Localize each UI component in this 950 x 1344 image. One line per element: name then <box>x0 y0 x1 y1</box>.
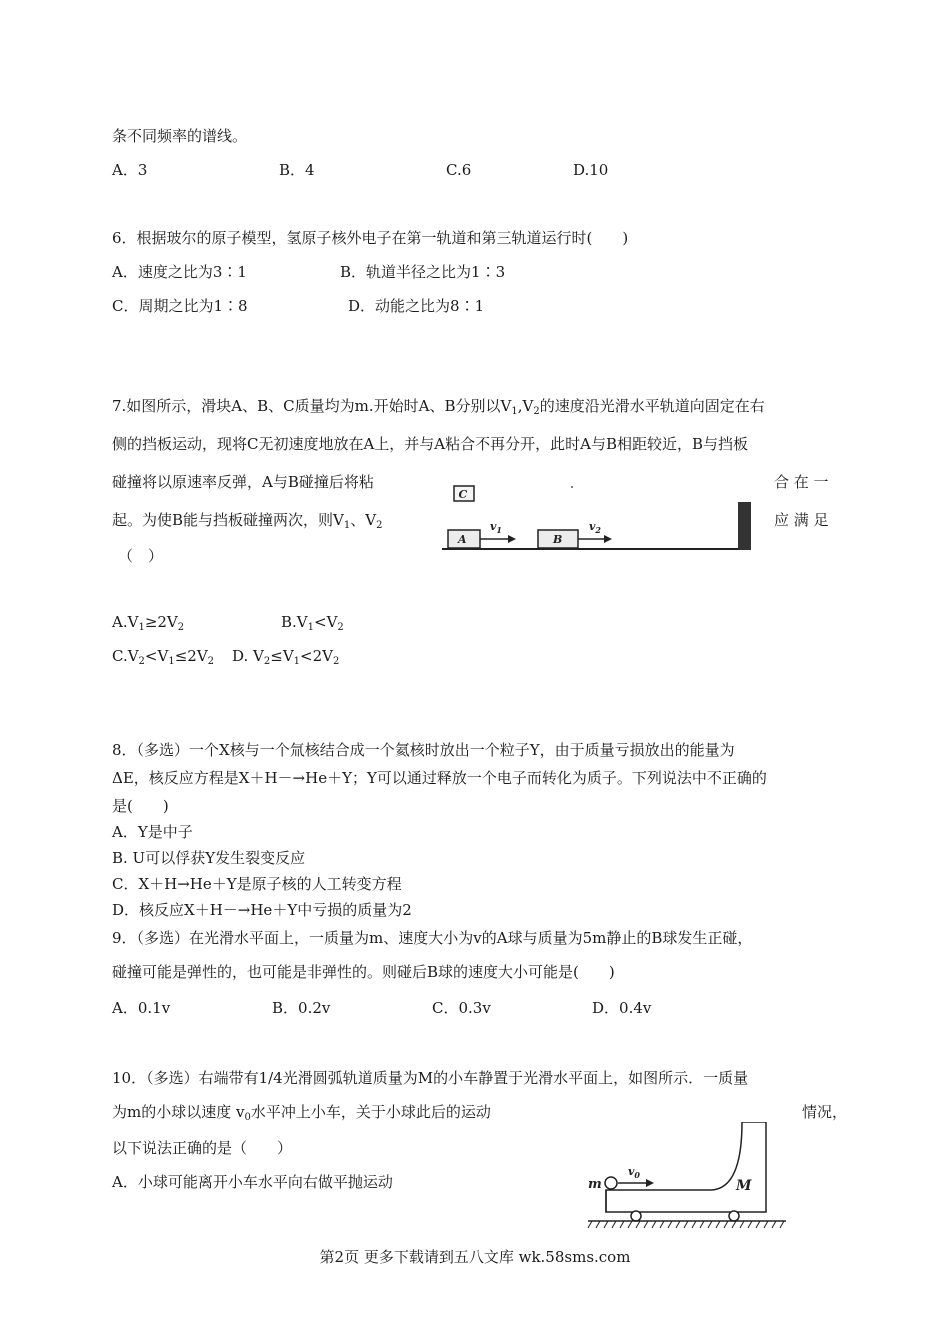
q6-option-b: B．轨道半径之比为1∶3 <box>340 263 506 281</box>
block-b-label: B <box>553 533 563 546</box>
q10-line2-left: 为m的小球以速度 $v_0$水平冲上小车，关于小球此后的运动 <box>112 1103 491 1123</box>
q8-option-b: B. U可以俘获Y发生裂变反应 <box>112 849 306 867</box>
q9-option-c: C．0.3v <box>432 999 491 1017</box>
q7-line3-right: 合 在 一 <box>774 473 829 491</box>
q8-option-c: C．X＋H→He＋Y是原子核的人工转变方程 <box>112 875 402 893</box>
q7-line4-right: 应 满 足 <box>774 511 829 529</box>
q6-option-c: C．周期之比为1∶8 <box>112 297 248 315</box>
q7-line3-left: 碰撞将以原速率反弹，A与B碰撞后将粘 <box>112 473 374 491</box>
block-c-label: C <box>458 488 468 501</box>
q7-option-d: D. $V_2\le V_1<2V_2$ <box>232 647 340 667</box>
wheel-right <box>729 1211 739 1221</box>
ball-m <box>605 1177 617 1189</box>
q7-line4-left: 起。为使B能与挡板碰撞两次，则$V_1$、$V_2$ <box>112 511 383 531</box>
q6-stem: 6．根据玻尔的原子模型，氢原子核外电子在第一轨道和第三轨道运行时( ) <box>112 229 629 247</box>
q6-option-d: D．动能之比为8∶1 <box>348 297 485 315</box>
q7-line5: （ ） <box>118 547 164 565</box>
page-footer: 第2页 更多下载请到五八文库 wk.58sms.com <box>319 1248 631 1266</box>
q8-option-a: A．Y是中子 <box>112 823 193 841</box>
q7-figure <box>440 478 760 554</box>
q8-line1: 8．（多选）一个X核与一个氚核结合成一个氦核时放出一个粒子Y，由于质量亏损放出的能量为 <box>112 741 735 759</box>
q10-line2-right: 情况， <box>802 1103 848 1121</box>
q7-option-b: $B.V_1<V_2$ <box>281 613 344 633</box>
q8-option-d: D．核反应X＋H－→He＋Y中亏损的质量为2 <box>112 901 412 919</box>
barrier <box>738 502 751 550</box>
q9-option-b: B．0.2v <box>272 999 331 1017</box>
q7-line1: 7.如图所示，滑块A、B、C质量均为m.开始时A、B分别以$V_1,V_2$的速度沿光滑水平轨道向固定在右 <box>112 397 765 417</box>
mass-m-label: m <box>588 1177 602 1192</box>
q10-line3: 以下说法正确的是（ ） <box>112 1139 293 1157</box>
v2-label: $v_2$ <box>589 520 601 535</box>
q5-option-a: A．3 <box>112 161 148 179</box>
q10-figure <box>584 1122 790 1234</box>
q5-continuation: 条不同频率的谱线。 <box>112 127 248 145</box>
mass-M-label: M <box>736 1178 752 1194</box>
wheel-left <box>631 1211 641 1221</box>
q6-option-a: A．速度之比为3∶1 <box>112 263 247 281</box>
q10-option-a: A．小球可能离开小车水平向右做平抛运动 <box>112 1173 393 1191</box>
q5-option-b: B．4 <box>279 161 315 179</box>
q7-option-a: $A.V_1\ge 2V_2$ <box>112 613 185 633</box>
q9-line2: 碰撞可能是弹性的，也可能是非弹性的。则碰后B球的速度大小可能是( ) <box>112 963 615 981</box>
q9-option-a: A．0.1v <box>112 999 171 1017</box>
q9-line1: 9．（多选）在光滑水平面上，一质量为m、速度大小为v的A球与质量为5m静止的B球发生正碰， <box>112 929 753 947</box>
q9-option-d: D．0.4v <box>592 999 652 1017</box>
q10-line1: 10．（多选）右端带有1/4光滑圆弧轨道质量为M的小车静置于光滑水平面上，如图所示．一质量 <box>112 1069 749 1087</box>
q7-line2: 侧的挡板运动，现将C无初速度地放在A上，并与A粘合不再分开，此时A与B相距较近，B与挡板 <box>112 435 749 453</box>
block-a-label: A <box>458 533 467 546</box>
q5-option-d: D.10 <box>573 161 609 179</box>
q8-line2: ΔE，核反应方程是X＋H－→He＋Y；Y可以通过释放一个电子而转化为质子。下列说法中不正确的 <box>112 769 767 787</box>
q8-line3: 是( ) <box>112 797 169 815</box>
v1-label: $v_1$ <box>490 520 502 535</box>
q7-option-c: $C.V_2<V_1\le 2V_2$ <box>112 647 215 667</box>
q5-option-c: C.6 <box>446 161 472 179</box>
v0-label: $v_0$ <box>628 1165 640 1180</box>
